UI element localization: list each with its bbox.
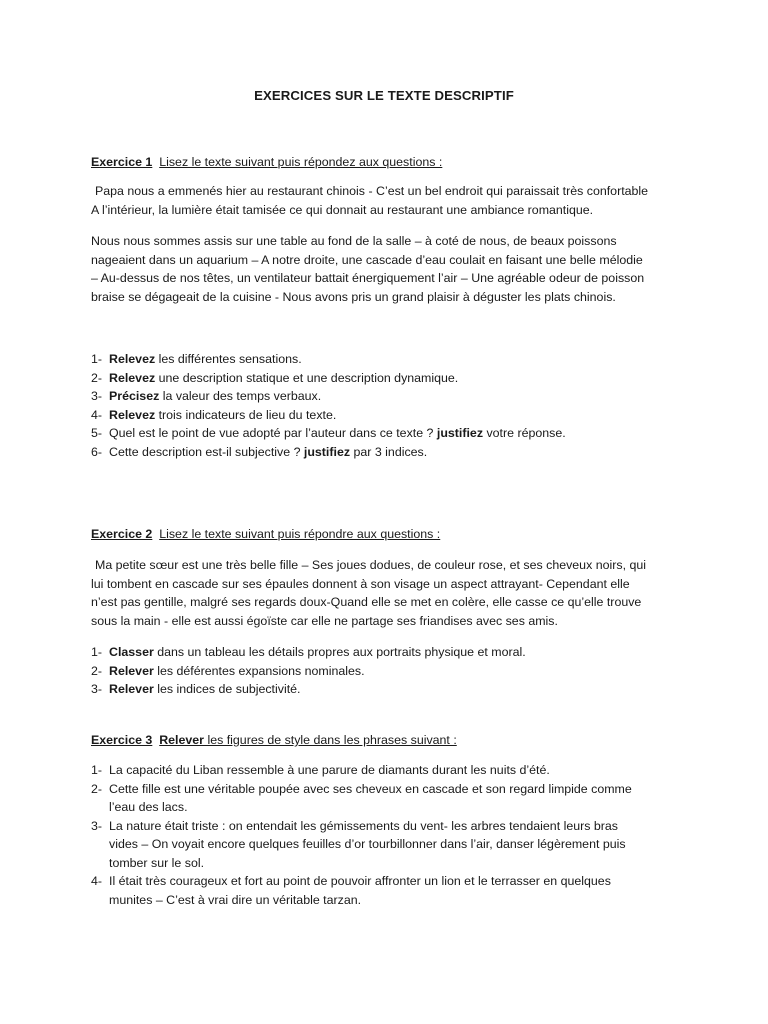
text-line: nageaient dans un aquarium – A notre droite, une cascade d’eau coulait en faisant une belle mélodie bbox=[91, 252, 643, 267]
text-line: Nous nous sommes assis sur une table au fond de la salle – à coté de nous, de beaux poissons bbox=[91, 234, 617, 248]
text-line: n’est pas gentille, malgré ses regards doux-Quand elle se met en colère, elle casse ce qu’elle trouve bbox=[91, 595, 642, 609]
exercise-1-heading bbox=[91, 153, 442, 172]
question-item: 3- La nature était triste : on entendait les gémissements du vent- les arbres tendaient leurs bras vides – On voyait encore quelques feuilles d’or tourbillonner dans l’air, danser légèrement puis tomber sur le sol. bbox=[91, 818, 626, 870]
exercise-2-paragraph bbox=[91, 556, 691, 630]
question-item: 6- Cette description est-il subjective ? justifiez par 3 indices. bbox=[91, 444, 428, 459]
exercise-3-instruction: Relever les figures de style dans les phrases suivant : bbox=[159, 733, 457, 747]
question-item: 2- Relevez une description statique et une description dynamique. bbox=[91, 370, 459, 385]
exercise-1-questions bbox=[91, 350, 691, 461]
exercise-2-instruction: Lisez le texte suivant puis répondre aux questions : bbox=[159, 527, 441, 541]
exercise-1-label: Exercice 1 bbox=[91, 155, 153, 169]
text-line: – Au-dessus de nos têtes, un ventilateur battait énergiquement l’air – Une agréable odeur de poisson bbox=[91, 271, 645, 285]
question-item: 3- Relever les indices de subjectivité. bbox=[91, 682, 301, 696]
question-item: 1- Relevez les différentes sensations. bbox=[91, 352, 302, 366]
exercise-1-instruction: Lisez le texte suivant puis répondez aux questions : bbox=[159, 155, 443, 169]
text-line: braise se dégageait de la cuisine - Nous avons pris un grand plaisir à déguster les plats chinois. bbox=[91, 289, 616, 304]
exercise-1-paragraph-1 bbox=[91, 182, 691, 219]
page-title: EXERCICES SUR LE TEXTE DESCRIPTIF bbox=[254, 88, 514, 103]
question-item: 1- Classer dans un tableau les détails propres aux portraits physique et moral. bbox=[91, 645, 526, 659]
question-item: 4- Relevez trois indicateurs de lieu du texte. bbox=[91, 407, 337, 422]
exercise-3-label: Exercice 3 bbox=[91, 733, 153, 747]
text-line: Ma petite sœur est une très belle fille – Ses joues dodues, de couleur rose, et ses cheveux noirs, qui bbox=[95, 558, 646, 572]
text-line: lui tombent en cascade sur ses épaules donnent à son visage un aspect attrayant- Cependant elle bbox=[91, 576, 630, 591]
question-item: 1- La capacité du Liban ressemble à une parure de diamants durant les nuits d’été. bbox=[91, 763, 550, 777]
exercise-2-questions bbox=[91, 643, 691, 699]
question-item: 2- Cette fille est une véritable poupée avec ses cheveux en cascade et son regard limpide comme l’eau des lacs. bbox=[91, 781, 632, 814]
question-item: 3- Précisez la valeur des temps verbaux. bbox=[91, 389, 322, 403]
exercise-2-heading bbox=[91, 525, 440, 544]
question-item: 4- Il était très courageux et fort au point de pouvoir affronter un lion et le terrasser en quelques munites – C’est à vrai dire un véritable tarzan. bbox=[91, 874, 611, 907]
exercise-3-heading bbox=[91, 731, 457, 750]
exercise-2-label: Exercice 2 bbox=[91, 527, 153, 541]
question-item: 2- Relever les déférentes expansions nominales. bbox=[91, 663, 365, 678]
text-line: A l’intérieur, la lumière était tamisée ce qui donnait au restaurant une ambiance romantique. bbox=[91, 202, 594, 217]
question-item: 5- Quel est le point de vue adopté par l’auteur dans ce texte ? justifiez votre réponse. bbox=[91, 426, 566, 440]
exercise-1-paragraph-2 bbox=[91, 232, 691, 306]
text-line: sous la main - elle est aussi égoïste car elle ne partage ses friandises avec ses amis. bbox=[91, 613, 558, 628]
text-line: Papa nous a emmenés hier au restaurant chinois - C’est un bel endroit qui paraissait très confortable bbox=[95, 184, 649, 198]
exercise-3-questions bbox=[91, 761, 691, 909]
